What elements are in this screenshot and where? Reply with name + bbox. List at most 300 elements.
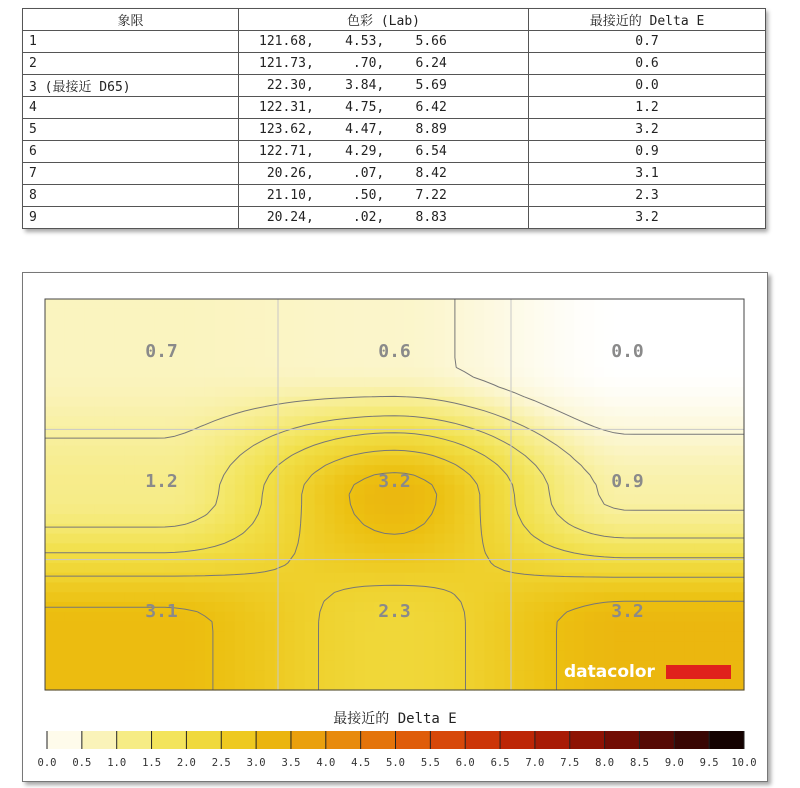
- heatmap-pixel: [65, 553, 76, 563]
- heatmap-pixel: [534, 328, 545, 338]
- heatmap-pixel: [484, 612, 495, 622]
- heatmap-pixel: [514, 319, 525, 329]
- heatmap-pixel: [654, 670, 665, 680]
- heatmap-pixel: [45, 485, 56, 495]
- heatmap-pixel: [734, 299, 745, 309]
- heatmap-pixel: [335, 416, 346, 426]
- heatmap-pixel: [235, 670, 246, 680]
- heatmap-pixel: [644, 524, 655, 534]
- heatmap-pixel: [714, 446, 725, 456]
- heatmap-pixel: [684, 612, 695, 622]
- heatmap-pixel: [504, 309, 515, 319]
- heatmap-pixel: [335, 553, 346, 563]
- heatmap-pixel: [684, 514, 695, 524]
- heatmap-pixel: [395, 573, 406, 583]
- heatmap-pixel: [704, 387, 715, 397]
- heatmap-pixel: [385, 309, 396, 319]
- heatmap-pixel: [424, 319, 435, 329]
- heatmap-pixel: [514, 426, 525, 436]
- heatmap-pixel: [275, 670, 286, 680]
- heatmap-pixel: [235, 465, 246, 475]
- heatmap-pixel: [355, 338, 366, 348]
- heatmap-pixel: [454, 631, 465, 641]
- heatmap-pixel: [724, 504, 735, 514]
- heatmap-pixel: [434, 602, 445, 612]
- heatmap-pixel: [225, 475, 236, 485]
- heatmap-pixel: [195, 377, 206, 387]
- heatmap-pixel: [664, 455, 675, 465]
- heatmap-pixel: [195, 670, 206, 680]
- heatmap-pixel: [255, 426, 266, 436]
- heatmap-pixel: [105, 446, 116, 456]
- heatmap-pixel: [724, 582, 735, 592]
- heatmap-pixel: [584, 602, 595, 612]
- heatmap-pixel: [544, 299, 555, 309]
- heatmap-pixel: [375, 641, 386, 651]
- heatmap-pixel: [285, 534, 296, 544]
- heatmap-pixel: [245, 553, 256, 563]
- heatmap-pixel: [474, 553, 485, 563]
- heatmap-pixel: [165, 387, 176, 397]
- heatmap-pixel: [45, 524, 56, 534]
- heatmap-pixel: [704, 651, 715, 661]
- heatmap-pixel: [215, 348, 226, 358]
- heatmap-pixel: [95, 338, 106, 348]
- scale-segment: [291, 731, 326, 749]
- cell-delta-e: 3.1: [529, 163, 766, 185]
- heatmap-pixel: [145, 495, 156, 505]
- heatmap-pixel: [654, 299, 665, 309]
- heatmap-pixel: [664, 524, 675, 534]
- heatmap-pixel: [504, 348, 515, 358]
- heatmap-pixel: [544, 446, 555, 456]
- heatmap-pixel: [614, 416, 625, 426]
- heatmap-pixel: [225, 328, 236, 338]
- heatmap-pixel: [484, 446, 495, 456]
- heatmap-pixel: [195, 573, 206, 583]
- heatmap-pixel: [245, 319, 256, 329]
- heatmap-pixel: [714, 495, 725, 505]
- heatmap-pixel: [464, 309, 475, 319]
- heatmap-pixel: [444, 543, 455, 553]
- heatmap-pixel: [45, 553, 56, 563]
- heatmap-pixel: [295, 358, 306, 368]
- heatmap-pixel: [55, 426, 66, 436]
- heatmap-pixel: [115, 426, 126, 436]
- heatmap-pixel: [175, 631, 186, 641]
- heatmap-pixel: [45, 543, 56, 553]
- heatmap-pixel: [734, 328, 745, 338]
- heatmap-pixel: [694, 299, 705, 309]
- heatmap-pixel: [444, 602, 455, 612]
- heatmap-pixel: [285, 436, 296, 446]
- heatmap-pixel: [345, 348, 356, 358]
- heatmap-pixel: [185, 622, 196, 632]
- heatmap-pixel: [215, 573, 226, 583]
- heatmap-pixel: [355, 504, 366, 514]
- heatmap-pixel: [95, 407, 106, 417]
- heatmap-pixel: [434, 328, 445, 338]
- heatmap-pixel: [205, 387, 216, 397]
- heatmap-pixel: [574, 377, 585, 387]
- heatmap-pixel: [305, 436, 316, 446]
- heatmap-pixel: [305, 622, 316, 632]
- heatmap-pixel: [225, 387, 236, 397]
- heatmap-pixel: [195, 367, 206, 377]
- heatmap-pixel: [724, 426, 735, 436]
- heatmap-pixel: [215, 397, 226, 407]
- heatmap-pixel: [195, 475, 206, 485]
- heatmap-pixel: [454, 299, 465, 309]
- heatmap-pixel: [335, 338, 346, 348]
- uniformity-heatmap-chart: [23, 273, 767, 781]
- heatmap-pixel: [335, 641, 346, 651]
- heatmap-pixel: [694, 651, 705, 661]
- heatmap-pixel: [734, 416, 745, 426]
- heatmap-pixel: [125, 504, 136, 514]
- heatmap-pixel: [105, 582, 116, 592]
- heatmap-pixel: [185, 582, 196, 592]
- heatmap-pixel: [285, 651, 296, 661]
- heatmap-pixel: [474, 387, 485, 397]
- heatmap-pixel: [634, 641, 645, 651]
- heatmap-pixel: [614, 446, 625, 456]
- scale-tick-label: 1.0: [107, 757, 127, 769]
- heatmap-pixel: [385, 661, 396, 671]
- heatmap-pixel: [584, 426, 595, 436]
- heatmap-pixel: [714, 524, 725, 534]
- heatmap-pixel: [534, 670, 545, 680]
- heatmap-pixel: [195, 387, 206, 397]
- heatmap-pixel: [704, 573, 715, 583]
- heatmap-pixel: [454, 348, 465, 358]
- heatmap-pixel: [165, 407, 176, 417]
- scale-segment: [430, 731, 465, 749]
- heatmap-pixel: [265, 358, 276, 368]
- heatmap-pixel: [624, 387, 635, 397]
- heatmap-pixel: [544, 631, 555, 641]
- heatmap-pixel: [165, 495, 176, 505]
- heatmap-pixel: [115, 465, 126, 475]
- heatmap-pixel: [684, 407, 695, 417]
- heatmap-pixel: [175, 661, 186, 671]
- heatmap-pixel: [345, 514, 356, 524]
- heatmap-pixel: [714, 465, 725, 475]
- heatmap-pixel: [75, 495, 86, 505]
- heatmap-pixel: [125, 465, 136, 475]
- heatmap-pixel: [75, 543, 86, 553]
- heatmap-pixel: [95, 319, 106, 329]
- heatmap-pixel: [55, 622, 66, 632]
- heatmap-pixel: [105, 534, 116, 544]
- heatmap-pixel: [434, 319, 445, 329]
- heatmap-pixel: [564, 338, 575, 348]
- heatmap-pixel: [684, 387, 695, 397]
- heatmap-pixel: [125, 426, 136, 436]
- heatmap-pixel: [195, 455, 206, 465]
- heatmap-pixel: [385, 641, 396, 651]
- heatmap-pixel: [434, 475, 445, 485]
- heatmap-pixel: [564, 397, 575, 407]
- heatmap-pixel: [205, 563, 216, 573]
- heatmap-pixel: [504, 358, 515, 368]
- heatmap-pixel: [524, 328, 535, 338]
- heatmap-pixel: [275, 358, 286, 368]
- scale-tick-label: 2.0: [176, 757, 196, 769]
- heatmap-pixel: [315, 426, 326, 436]
- heatmap-pixel: [255, 495, 266, 505]
- cell-value-label: 0.7: [145, 341, 178, 362]
- heatmap-pixel: [165, 641, 176, 651]
- heatmap-pixel: [65, 563, 76, 573]
- heatmap-pixel: [524, 475, 535, 485]
- heatmap-pixel: [554, 338, 565, 348]
- heatmap-pixel: [215, 319, 226, 329]
- heatmap-pixel: [175, 367, 186, 377]
- heatmap-pixel: [614, 407, 625, 417]
- heatmap-pixel: [414, 582, 425, 592]
- heatmap-pixel: [644, 465, 655, 475]
- heatmap-pixel: [714, 641, 725, 651]
- heatmap-pixel: [315, 661, 326, 671]
- heatmap-pixel: [115, 680, 126, 690]
- heatmap-pixel: [155, 416, 166, 426]
- heatmap-pixel: [674, 631, 685, 641]
- heatmap-pixel: [464, 543, 475, 553]
- heatmap-pixel: [654, 573, 665, 583]
- heatmap-pixel: [375, 309, 386, 319]
- heatmap-pixel: [355, 602, 366, 612]
- heatmap-pixel: [185, 416, 196, 426]
- heatmap-pixel: [734, 612, 745, 622]
- heatmap-pixel: [215, 612, 226, 622]
- heatmap-pixel: [494, 407, 505, 417]
- heatmap-pixel: [724, 543, 735, 553]
- heatmap-pixel: [624, 553, 635, 563]
- heatmap-pixel: [345, 319, 356, 329]
- heatmap-pixel: [714, 485, 725, 495]
- heatmap-pixel: [694, 524, 705, 534]
- heatmap-pixel: [215, 338, 226, 348]
- heatmap-pixel: [85, 504, 96, 514]
- heatmap-pixel: [115, 328, 126, 338]
- heatmap-pixel: [115, 534, 126, 544]
- heatmap-pixel: [564, 641, 575, 651]
- heatmap-pixel: [65, 319, 76, 329]
- heatmap-pixel: [185, 680, 196, 690]
- heatmap-pixel: [395, 299, 406, 309]
- heatmap-pixel: [245, 543, 256, 553]
- heatmap-pixel: [544, 661, 555, 671]
- heatmap-pixel: [464, 377, 475, 387]
- heatmap-pixel: [365, 416, 376, 426]
- heatmap-pixel: [185, 612, 196, 622]
- heatmap-pixel: [145, 299, 156, 309]
- heatmap-pixel: [644, 543, 655, 553]
- heatmap-pixel: [335, 367, 346, 377]
- heatmap-pixel: [574, 651, 585, 661]
- heatmap-pixel: [115, 348, 126, 358]
- cell-quadrant: 3 (最接近 D65): [23, 75, 239, 97]
- heatmap-pixel: [694, 573, 705, 583]
- heatmap-pixel: [454, 602, 465, 612]
- heatmap-pixel: [145, 534, 156, 544]
- heatmap-pixel: [145, 631, 156, 641]
- heatmap-pixel: [424, 436, 435, 446]
- heatmap-pixel: [534, 348, 545, 358]
- heatmap-pixel: [454, 661, 465, 671]
- heatmap-pixel: [255, 680, 266, 690]
- heatmap-pixel: [295, 612, 306, 622]
- heatmap-pixel: [195, 602, 206, 612]
- heatmap-pixel: [654, 485, 665, 495]
- heatmap-pixel: [624, 416, 635, 426]
- scale-tick-label: 1.5: [142, 757, 162, 769]
- heatmap-pixel: [674, 397, 685, 407]
- heatmap-pixel: [115, 299, 126, 309]
- heatmap-pixel: [365, 348, 376, 358]
- heatmap-pixel: [175, 573, 186, 583]
- heatmap-pixel: [375, 582, 386, 592]
- heatmap-pixel: [225, 299, 236, 309]
- heatmap-pixel: [444, 377, 455, 387]
- scale-segment: [152, 731, 187, 749]
- heatmap-pixel: [95, 622, 106, 632]
- heatmap-pixel: [704, 534, 715, 544]
- heatmap-pixel: [85, 514, 96, 524]
- heatmap-pixel: [205, 436, 216, 446]
- heatmap-pixel: [85, 553, 96, 563]
- heatmap-pixel: [644, 358, 655, 368]
- heatmap-pixel: [285, 582, 296, 592]
- heatmap-pixel: [155, 631, 166, 641]
- heatmap-pixel: [305, 670, 316, 680]
- heatmap-pixel: [724, 475, 735, 485]
- heatmap-pixel: [424, 299, 435, 309]
- heatmap-pixel: [305, 407, 316, 417]
- heatmap-pixel: [584, 377, 595, 387]
- heatmap-pixel: [195, 524, 206, 534]
- heatmap-pixel: [654, 377, 665, 387]
- heatmap-pixel: [694, 319, 705, 329]
- heatmap-pixel: [55, 475, 66, 485]
- heatmap-pixel: [155, 543, 166, 553]
- heatmap-pixel: [574, 495, 585, 505]
- heatmap-pixel: [484, 573, 495, 583]
- heatmap-pixel: [704, 622, 715, 632]
- heatmap-pixel: [225, 524, 236, 534]
- heatmap-pixel: [634, 455, 645, 465]
- heatmap-pixel: [235, 661, 246, 671]
- heatmap-pixel: [634, 319, 645, 329]
- heatmap-pixel: [734, 407, 745, 417]
- heatmap-pixel: [115, 504, 126, 514]
- heatmap-pixel: [464, 495, 475, 505]
- heatmap-pixel: [424, 465, 435, 475]
- heatmap-pixel: [225, 641, 236, 651]
- heatmap-pixel: [375, 426, 386, 436]
- heatmap-pixel: [65, 299, 76, 309]
- heatmap-pixel: [265, 367, 276, 377]
- heatmap-pixel: [534, 338, 545, 348]
- heatmap-pixel: [95, 387, 106, 397]
- heatmap-pixel: [85, 573, 96, 583]
- heatmap-pixel: [494, 524, 505, 534]
- heatmap-pixel: [574, 612, 585, 622]
- heatmap-pixel: [684, 299, 695, 309]
- heatmap-pixel: [664, 299, 675, 309]
- heatmap-pixel: [644, 319, 655, 329]
- heatmap-pixel: [404, 661, 415, 671]
- heatmap-pixel: [414, 299, 425, 309]
- heatmap-pixel: [594, 455, 605, 465]
- heatmap-pixel: [395, 416, 406, 426]
- heatmap-pixel: [115, 495, 126, 505]
- heatmap-pixel: [604, 543, 615, 553]
- heatmap-pixel: [285, 426, 296, 436]
- heatmap-pixel: [125, 553, 136, 563]
- heatmap-pixel: [185, 387, 196, 397]
- heatmap-pixel: [434, 641, 445, 651]
- heatmap-pixel: [474, 416, 485, 426]
- heatmap-pixel: [514, 563, 525, 573]
- cell-delta-e: 0.0: [529, 75, 766, 97]
- heatmap-pixel: [564, 514, 575, 524]
- heatmap-pixel: [285, 377, 296, 387]
- heatmap-pixel: [524, 485, 535, 495]
- heatmap-pixel: [514, 475, 525, 485]
- heatmap-pixel: [654, 436, 665, 446]
- heatmap-pixel: [115, 543, 126, 553]
- heatmap-pixel: [554, 426, 565, 436]
- heatmap-pixel: [295, 573, 306, 583]
- heatmap-pixel: [345, 328, 356, 338]
- heatmap-pixel: [245, 309, 256, 319]
- heatmap-pixel: [335, 661, 346, 671]
- heatmap-pixel: [654, 328, 665, 338]
- heatmap-pixel: [385, 524, 396, 534]
- heatmap-pixel: [484, 680, 495, 690]
- heatmap-pixel: [255, 553, 266, 563]
- heatmap-pixel: [664, 397, 675, 407]
- heatmap-pixel: [494, 582, 505, 592]
- heatmap-pixel: [265, 534, 276, 544]
- heatmap-pixel: [205, 446, 216, 456]
- heatmap-pixel: [185, 670, 196, 680]
- heatmap-pixel: [434, 358, 445, 368]
- heatmap-pixel: [145, 504, 156, 514]
- heatmap-pixel: [105, 475, 116, 485]
- heatmap-pixel: [584, 328, 595, 338]
- heatmap-pixel: [205, 358, 216, 368]
- heatmap-pixel: [594, 319, 605, 329]
- heatmap-pixel: [275, 309, 286, 319]
- heatmap-pixel: [275, 319, 286, 329]
- heatmap-pixel: [265, 553, 276, 563]
- heatmap-pixel: [464, 514, 475, 524]
- heatmap-pixel: [554, 485, 565, 495]
- heatmap-pixel: [634, 328, 645, 338]
- heatmap-pixel: [454, 475, 465, 485]
- heatmap-pixel: [355, 319, 366, 329]
- heatmap-pixel: [135, 465, 146, 475]
- heatmap-pixel: [714, 328, 725, 338]
- heatmap-pixel: [225, 504, 236, 514]
- heatmap-pixel: [385, 416, 396, 426]
- heatmap-pixel: [554, 416, 565, 426]
- heatmap-pixel: [524, 514, 535, 524]
- heatmap-pixel: [155, 407, 166, 417]
